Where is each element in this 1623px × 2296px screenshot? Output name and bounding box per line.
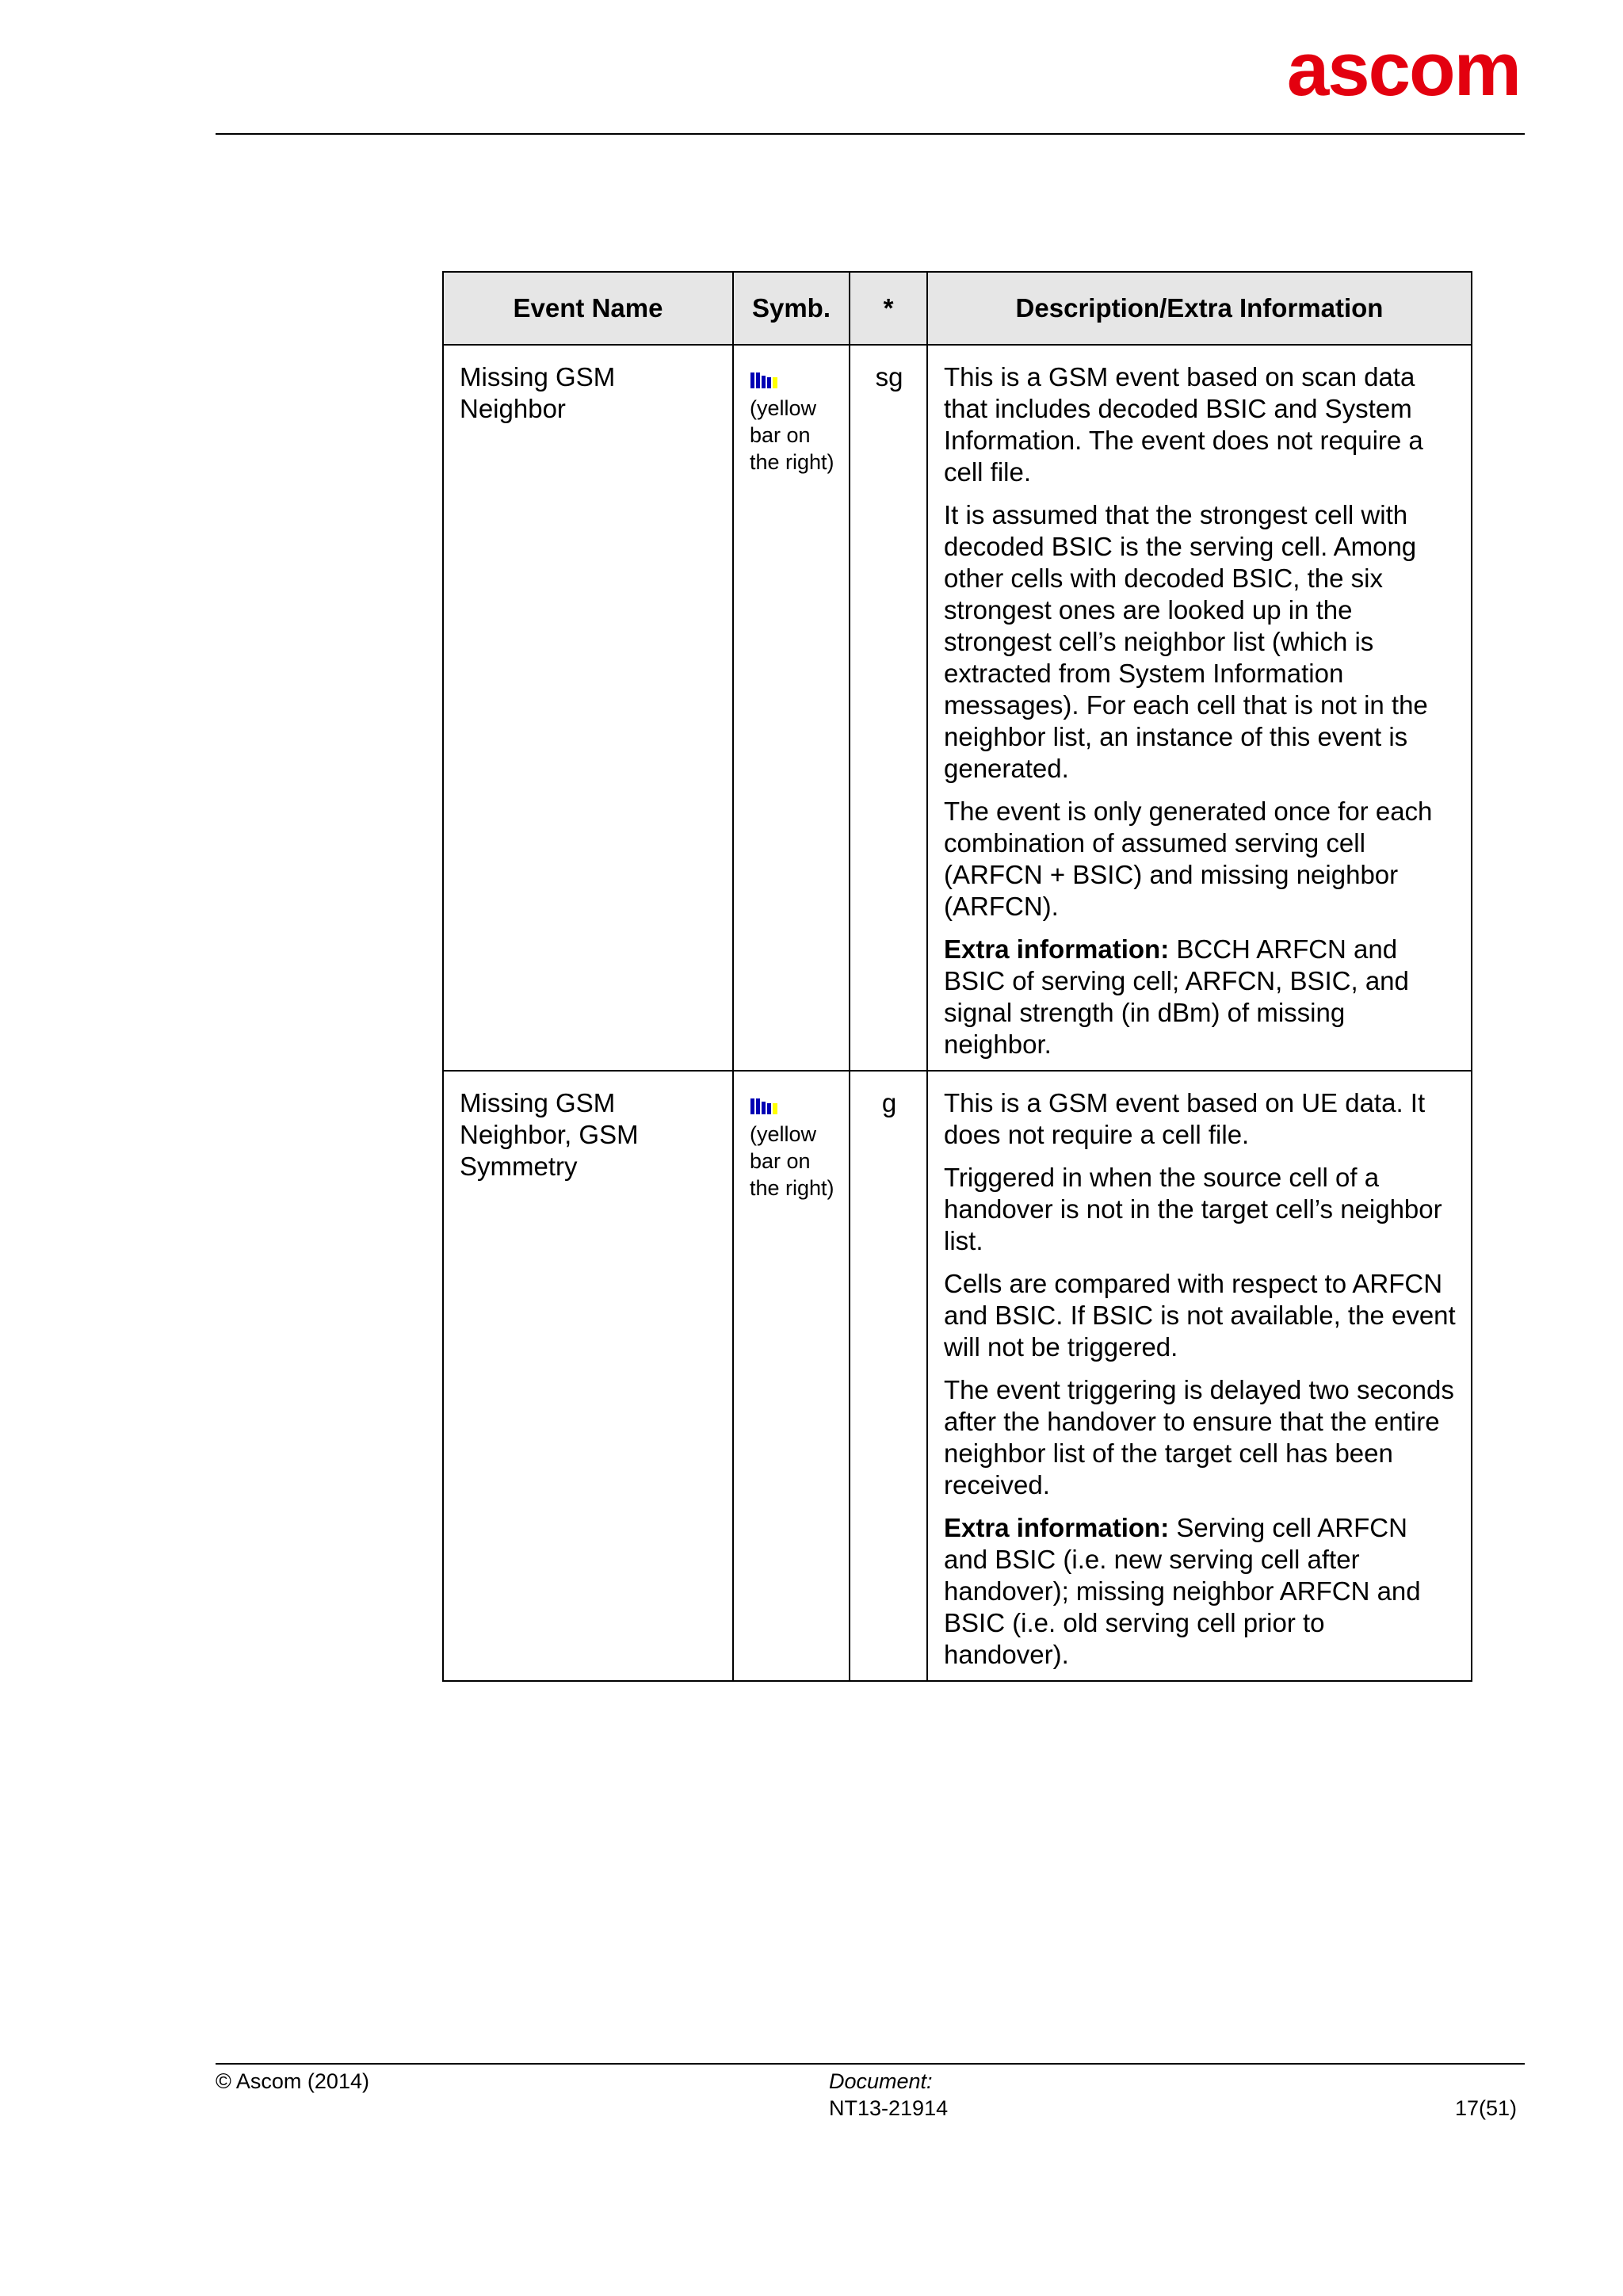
description-paragraph: Cells are compared with respect to ARFCN and BSIC. If BSIC is not available, the event will not be triggered. [944,1269,1456,1362]
extra-information-text: Serving cell ARFCN and BSIC (i.e. new serving cell after handover); missing neighbor ARFCN and BSIC (i.e. old serving cell prior to handover). [944,1513,1421,1669]
header-rule [216,133,1525,135]
extra-information [944,934,1457,1060]
footer-rule [216,2063,1525,2065]
event-name-cell: Missing GSM Neighbor [443,345,733,1071]
symbol-note: (yellow bar on the right) [750,396,834,474]
symbol-note: (yellow bar on the right) [750,1122,834,1200]
description-paragraph: Triggered in when the source cell of a handover is not in the target cell’s neighbor list. [944,1163,1442,1255]
description-cell [927,1071,1472,1681]
extra-information-text: BCCH ARFCN and BSIC of serving cell; ARFCN, BSIC, and signal strength (in dBm) of missing neighbor. [944,934,1409,1059]
column-header-description: Description/Extra Information [927,272,1472,345]
signal-bars-icon [750,1097,781,1114]
extra-information [944,1512,1457,1671]
document-number: NT13-21914 [829,2096,949,2120]
description-paragraph: The event is only generated once for each combination of assumed serving cell (ARFCN + BSIC) and missing neighbor (ARFCN). [944,797,1433,921]
star-cell: g [850,1071,927,1681]
document-label: Document: [829,2069,933,2093]
page-number: 17(51) [1454,2096,1517,2120]
description-paragraph: It is assumed that the strongest cell with decoded BSIC is the serving cell. Among other cells with decoded BSIC, the six strongest ones are looked up in the strongest cell’s neighbor list (which is extracted from System Information messages). For each cell that is not in the neighbor list, an instance of this event is generated. [944,500,1428,783]
symbol-cell [733,1071,850,1681]
footer-copyright: © Ascom (2014) [216,2069,369,2093]
table-header-row [443,272,1472,345]
table-row [443,345,1472,1071]
column-header-event-name: Event Name [443,272,733,345]
signal-bars-icon [750,371,781,388]
extra-information-label: Extra information: [944,934,1170,964]
footer-document [829,2068,948,2122]
column-header-star: * [850,272,927,345]
symbol-cell [733,345,850,1071]
event-name-cell: Missing GSM Neighbor, GSM Symmetry [443,1071,733,1681]
description-paragraph: This is a GSM event based on scan data that includes decoded BSIC and System Information. The event does not require a cell file. [944,362,1423,487]
table-row [443,1071,1472,1681]
star-cell: sg [850,345,927,1071]
description-paragraph: This is a GSM event based on UE data. It does not require a cell file. [944,1088,1426,1149]
ascom-logo: ascom [1286,27,1520,112]
column-header-symbol: Symb. [733,272,850,345]
events-table [442,271,1472,1682]
extra-information-label: Extra information: [944,1513,1170,1542]
description-paragraph: The event triggering is delayed two seconds after the handover to ensure that the entire neighbor list of the target cell has been received. [944,1375,1454,1499]
description-cell [927,345,1472,1071]
